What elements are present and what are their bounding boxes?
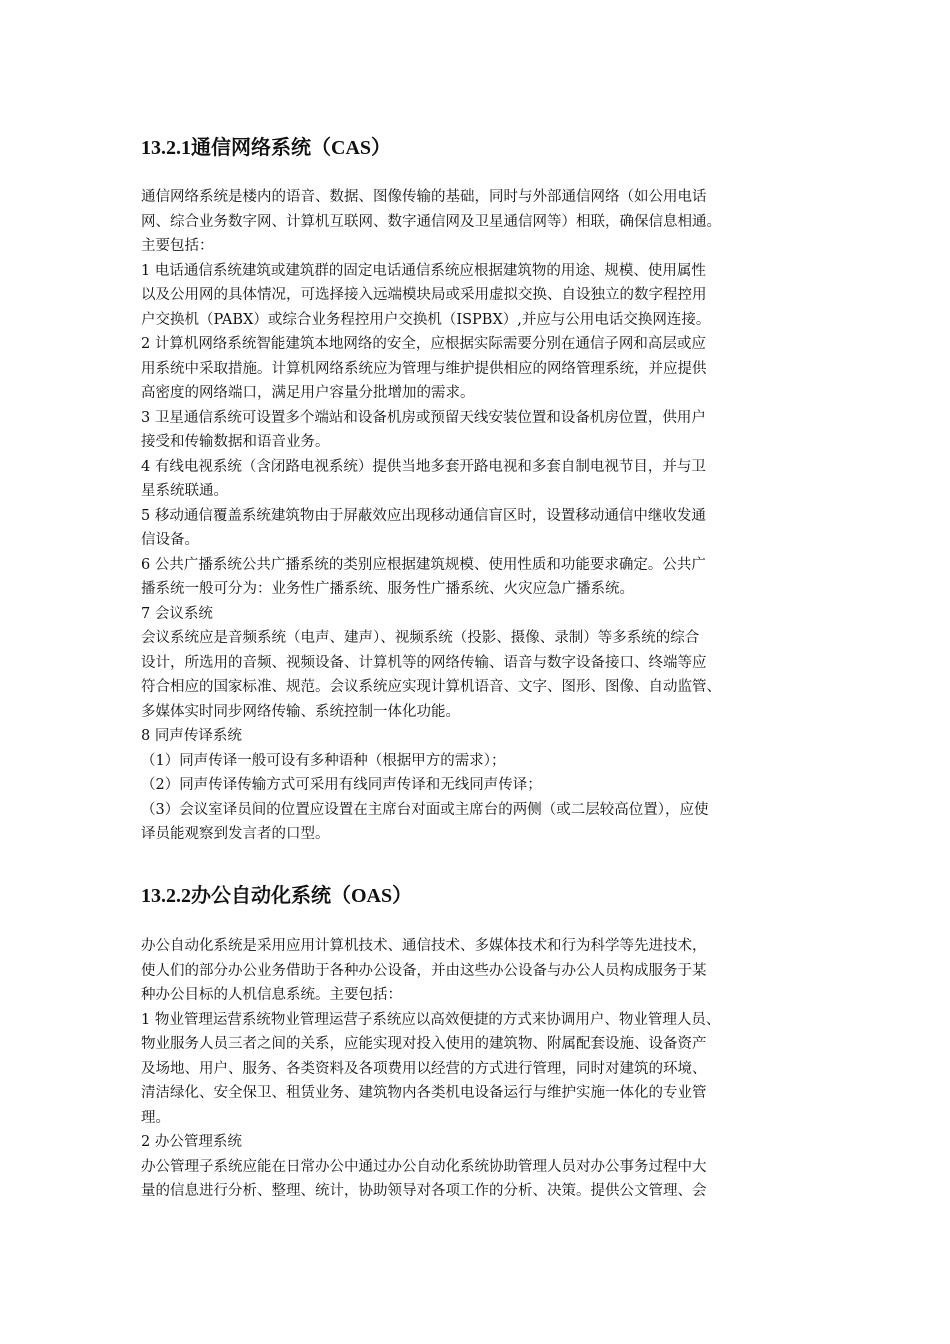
text-line: 高密度的网络端口，满足用户容量分批增加的需求。	[141, 385, 475, 401]
text-line: 办公管理子系统应能在日常办公中通过办公自动化系统协助管理人员对办公事务过程中大	[141, 1158, 707, 1175]
section-body-oas	[141, 934, 720, 1204]
text-line: 主要包括：	[141, 238, 214, 254]
text-line: 8 同声传译系统	[141, 728, 242, 744]
section-abbreviation: CAS	[331, 137, 372, 159]
text-line: 办公自动化系统是采用应用计算机技术、通信技术、多媒体技术和行为科学等先进技术，	[141, 938, 707, 954]
section-title-close: ）	[371, 135, 392, 159]
text-line: 多媒体实时同步网络传输、系统控制一体化功能。	[141, 703, 460, 720]
text-line: 6 公共广播系统公共广播系统的类别应根据建筑规模、使用性质和功能要求确定。公共广	[141, 556, 706, 573]
section-body-cas	[141, 185, 721, 847]
text-line: 星系统联通。	[141, 483, 228, 499]
text-line: 设计，所选用的音频、视频设备、计算机等的网络传输、语音与数字设备接口、终端等应	[141, 654, 707, 671]
text-line: 5 移动通信覆盖系统建筑物由于屏蔽效应出现移动通信盲区时，设置移动通信中继收发通	[141, 507, 706, 524]
text-line: 符合相应的国家标准、规范。会议系统应实现计算机语音、文字、图形、图像、自动监管、	[141, 679, 721, 695]
text-line: 4 有线电视系统（含闭路电视系统）提供当地多套开路电视和多套自制电视节目，并与卫	[141, 458, 706, 475]
text-line: 理。	[141, 1109, 170, 1126]
section-title: 通信网络系统（	[191, 135, 331, 159]
text-line: 播系统一般可分为：业务性广播系统、服务性广播系统、火灾应急广播系统。	[141, 581, 634, 597]
section-heading-oas	[141, 881, 412, 910]
text-line: （3）会议室译员间的位置应设置在主席台对面或主席台的两侧（或二层较高位置），应使	[141, 801, 709, 818]
section-title: 办公自动化系统（	[191, 883, 351, 907]
text-line: 7 会议系统	[141, 605, 213, 622]
text-line: （2）同声传译传输方式可采用有线同声传译和无线同声传译；	[141, 777, 542, 793]
text-line: 户交换机（PABX）或综合业务程控用户交换机（ISPBX）,并应与公用电话交换网连接。	[141, 311, 711, 328]
text-line: 2 计算机网络系统智能建筑本地网络的安全，应根据实际需要分别在通信子网和高层或应	[141, 336, 706, 352]
text-line: 1 物业管理运营系统物业管理运营子系统应以高效便捷的方式来协调用户、物业管理人员、	[141, 1011, 721, 1028]
section-number: 13.2.2	[141, 885, 191, 907]
text-line: 种办公目标的人机信息系统。主要包括：	[141, 987, 402, 1003]
text-line: 会议系统应是音频系统（电声、建声）、视频系统（投影、摄像、录制）等多系统的综合	[141, 630, 700, 646]
text-line: 量的信息进行分析、整理、统计，协助领导对各项工作的分析、决策。提供公文管理、会	[141, 1183, 707, 1199]
text-line: （1）同声传译一般可设有多种语种（根据甲方的需求）；	[141, 752, 506, 769]
section-abbreviation: OAS	[351, 885, 393, 907]
text-line: 1 电话通信系统建筑或建筑群的固定电话通信系统应根据建筑物的用途、规模、使用属性	[141, 262, 706, 279]
section-title-close: ）	[392, 883, 413, 907]
text-line: 2 办公管理系统	[141, 1134, 242, 1150]
text-line: 及场地、用户、服务、各类资料及各项费用以经营的方式进行管理，同时对建筑的环境、	[141, 1060, 707, 1077]
text-line: 译员能观察到发言者的口型。	[141, 826, 330, 842]
text-line: 通信网络系统是楼内的语音、数据、图像传输的基础，同时与外部通信网络（如公用电话	[141, 189, 707, 205]
section-heading-cas	[141, 133, 391, 162]
text-line: 接受和传输数据和语音业务。	[141, 434, 330, 450]
text-line: 使人们的部分办公业务借助于各种办公设备，并由这些办公设备与办公人员构成服务于某	[141, 962, 707, 979]
text-line: 以及公用网的具体情况，可选择接入远端模块局或采用虚拟交换、自设独立的数字程控用	[141, 287, 707, 303]
text-line: 物业服务人员三者之间的关系，应能实现对投入使用的建筑物、附属配套设施、设备资产	[141, 1036, 707, 1052]
text-line: 信设备。	[141, 532, 199, 548]
text-line: 网、综合业务数字网、计算机互联网、数字通信网及卫星通信网等）相联，确保信息相通。	[141, 213, 721, 230]
text-line: 清洁绿化、安全保卫、租赁业务、建筑物内各类机电设备运行与维护实施一体化的专业管	[141, 1085, 707, 1101]
text-line: 3 卫星通信系统可设置多个端站和设备机房或预留天线安装位置和设备机房位置，供用户	[141, 409, 706, 426]
text-line: 用系统中采取措施。计算机网络系统应为管理与维护提供相应的网络管理系统，并应提供	[141, 360, 707, 377]
section-number: 13.2.1	[141, 137, 191, 159]
